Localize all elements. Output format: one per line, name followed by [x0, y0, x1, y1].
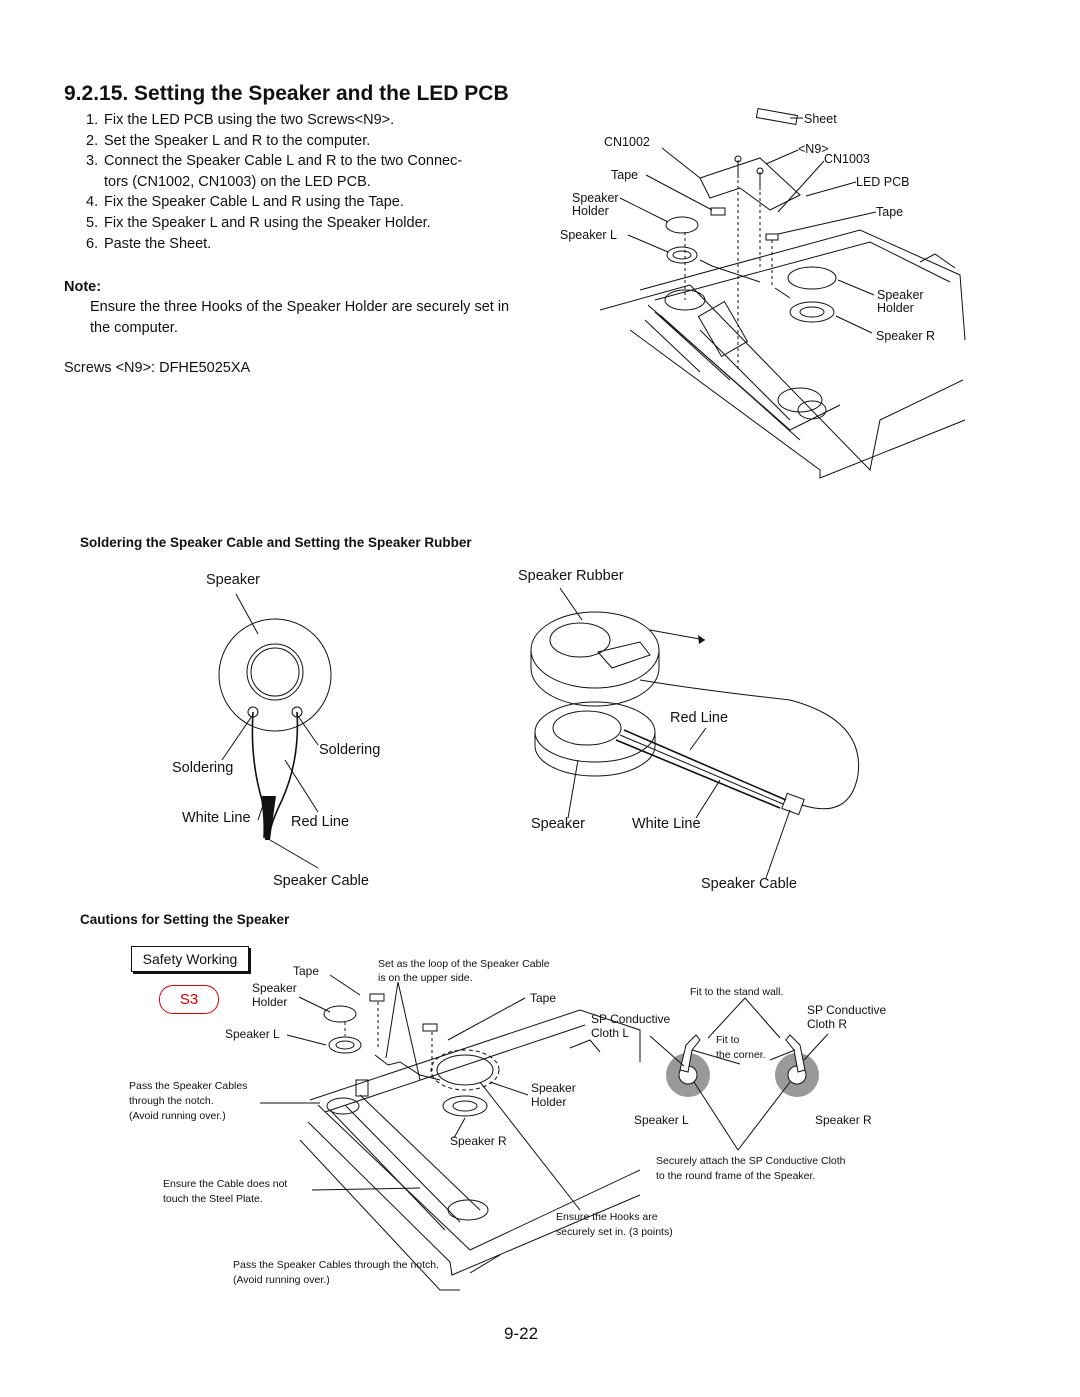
pass-bottom-line1: Pass the Speaker Cables through the notch. — [233, 1259, 440, 1271]
hooks-note-line2: securely set in. (3 points) — [556, 1226, 673, 1238]
step-text: Paste the Sheet. — [104, 235, 212, 252]
label-n9: <N9> — [798, 142, 829, 156]
page-number: 9-22 — [504, 1324, 539, 1343]
label-red-line: Red Line — [291, 814, 350, 830]
label-white-line: White Line — [182, 810, 251, 826]
label-speaker-cable: Speaker Cable — [273, 873, 369, 889]
loop-note-line1: Set as the loop of the Speaker Cable — [378, 958, 550, 970]
steel-note-line2: touch the Steel Plate. — [163, 1193, 263, 1205]
step-text: Fix the Speaker Cable L and R using the Tape. — [104, 194, 404, 211]
pass-notch-line1: Pass the Speaker Cables — [129, 1080, 248, 1092]
label-holder-r-2: Holder — [531, 1095, 567, 1109]
step-number: 5. — [86, 214, 99, 231]
steel-note-line1: Ensure the Cable does not — [163, 1178, 288, 1190]
fit-corner-line1: Fit to — [716, 1034, 740, 1046]
label-speaker-rubber: Speaker Rubber — [518, 568, 624, 584]
label-led-pcb: LED PCB — [856, 175, 910, 189]
note-heading: Note: — [64, 279, 102, 295]
pass-bottom-line2: (Avoid running over.) — [233, 1274, 330, 1286]
soldering-heading: Soldering the Speaker Cable and Setting the Speaker Rubber — [80, 535, 472, 550]
section-title: 9.2.15. Setting the Speaker and the LED PCB — [64, 82, 509, 105]
label-speaker-holder-left-2: Holder — [572, 204, 609, 218]
label-speaker-holder-right: Speaker — [877, 288, 924, 302]
diagram-speaker-rubber — [531, 588, 859, 878]
label-cn1003: CN1003 — [824, 152, 870, 166]
label-cloth-speaker-r: Speaker R — [815, 1113, 872, 1127]
step-text: Set the Speaker L and R to the computer. — [104, 132, 371, 149]
fit-corner-line2: the corner. — [716, 1049, 766, 1061]
sp-cloth-r-line1: SP Conductive — [807, 1003, 887, 1017]
label-speaker-holder-right-2: Holder — [877, 301, 914, 315]
step-text: Connect the Speaker Cable L and R to the two Connec- — [104, 153, 463, 170]
cautions-heading: Cautions for Setting the Speaker — [80, 912, 290, 927]
label-sheet: Sheet — [804, 112, 837, 126]
s3-badge: S3 — [159, 985, 219, 1014]
step-text: Fix the LED PCB using the two Screws<N9>. — [104, 112, 395, 128]
label-speaker-holder-left: Speaker — [572, 191, 619, 205]
step-number: 3. — [86, 153, 99, 170]
label-soldering-right: Soldering — [319, 742, 381, 758]
pass-notch-line3: (Avoid running over.) — [129, 1110, 226, 1122]
screws-spec: Screws <N9>: DFHE5025XA — [64, 360, 251, 376]
label-tape-1: Tape — [293, 964, 320, 978]
sp-cloth-l-line1: SP Conductive — [591, 1012, 671, 1026]
label-white-line-2: White Line — [632, 816, 701, 832]
hooks-note-line1: Ensure the Hooks are — [556, 1211, 658, 1223]
label-tape-right: Tape — [876, 205, 904, 219]
label-speaker: Speaker — [206, 572, 261, 588]
step-text: tors (CN1002, CN1003) on the LED PCB. — [104, 173, 371, 190]
pass-notch-line2: through the notch. — [129, 1095, 214, 1107]
label-speaker-l: Speaker L — [560, 228, 617, 242]
loop-note-line2: is on the upper side. — [378, 972, 473, 984]
label-cn1002: CN1002 — [604, 135, 650, 149]
attach-note-line1: Securely attach the SP Conductive Cloth — [656, 1155, 846, 1167]
label-red-line-2: Red Line — [670, 710, 729, 726]
label-speaker-cable-2: Speaker Cable — [701, 876, 797, 892]
step-text: Fix the Speaker L and R using the Speaker Holder. — [104, 214, 431, 231]
note-text: Ensure the three Hooks of the Speaker Holder are securely set in the computer. — [90, 299, 510, 336]
label-speaker-holder-1: Speaker — [252, 981, 297, 995]
label-tape-left: Tape — [611, 168, 639, 182]
safety-working-badge: Safety Working — [131, 946, 249, 972]
sp-cloth-l-line2: Cloth L — [591, 1026, 630, 1040]
label-speaker-l-3: Speaker L — [225, 1027, 280, 1041]
step-number: 2. — [86, 132, 99, 149]
label-speaker-r: Speaker R — [876, 329, 936, 343]
label-speaker-2: Speaker — [531, 816, 586, 832]
diagram-cautions — [260, 975, 828, 1290]
attach-note-line2: to the round frame of the Speaker. — [656, 1170, 816, 1182]
sp-cloth-r-line2: Cloth R — [807, 1017, 848, 1031]
label-speaker-holder-2: Holder — [252, 995, 288, 1009]
label-soldering-left: Soldering — [172, 760, 234, 776]
label-cloth-speaker-l: Speaker L — [634, 1113, 689, 1127]
step-number: 1. — [86, 112, 99, 128]
label-tape-2: Tape — [530, 991, 557, 1005]
label-speaker-r-3: Speaker R — [450, 1134, 507, 1148]
label-holder-r-1: Speaker — [531, 1081, 576, 1095]
step-number: 4. — [86, 194, 99, 211]
step-number: 6. — [86, 235, 99, 252]
fit-wall-note: Fit to the stand wall. — [690, 986, 784, 998]
